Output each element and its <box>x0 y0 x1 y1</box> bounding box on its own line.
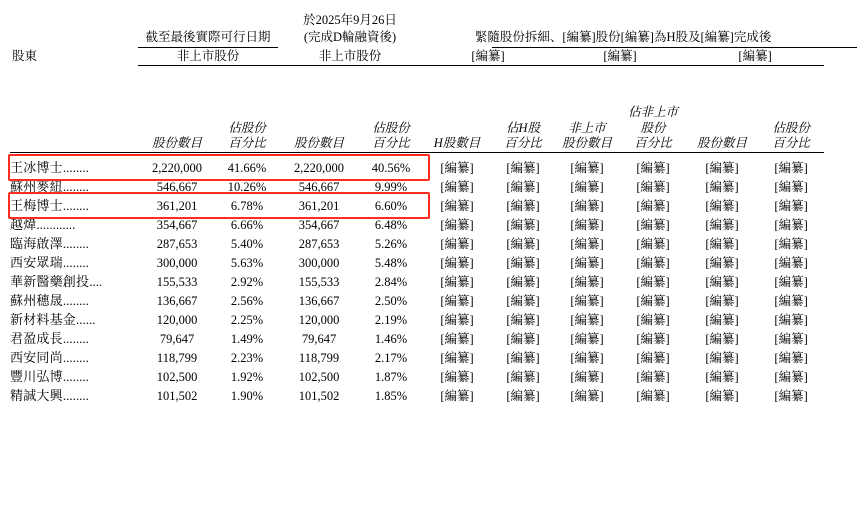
redacted-unlisted-pct: [編纂] <box>636 350 670 365</box>
value-asof-pct: 1.92% <box>230 369 264 384</box>
value-asof-shares: 79,647 <box>159 331 195 346</box>
redacted-unlisted-pct: [編纂] <box>636 255 670 270</box>
redacted-unlisted-pct: [編纂] <box>636 293 670 308</box>
shareholder-name-text: 華新醫藥創投 <box>10 273 90 289</box>
value-afterd-shares: 155,533 <box>298 274 340 289</box>
redacted-total-pct: [編纂] <box>774 388 808 403</box>
colhdr-afterd-shares: 股份數目 <box>294 136 345 151</box>
redacted-h-pct: [編纂] <box>506 255 540 270</box>
value-afterd-pct: 2.50% <box>374 293 408 308</box>
redacted-unlisted-pct: [編纂] <box>636 274 670 289</box>
colhdr-h-pct: 佔H股 百分比 <box>504 120 542 151</box>
colhdr-total-pct: 佔股份 百分比 <box>772 120 810 151</box>
value-afterd-pct: 5.48% <box>374 255 408 270</box>
redacted-unlisted-pct: [編纂] <box>636 388 670 403</box>
value-asof-shares: 354,667 <box>156 217 198 232</box>
value-asof-pct: 2.25% <box>230 312 264 327</box>
value-asof-pct: 10.26% <box>227 179 267 194</box>
value-afterd-pct: 1.87% <box>374 369 408 384</box>
value-asof-pct: 2.92% <box>230 274 264 289</box>
value-afterd-shares: 101,502 <box>298 388 340 403</box>
redacted-total-shares: [編纂] <box>705 236 739 251</box>
subtitle-asof: 非上市股份 <box>176 49 240 63</box>
group-title-afterd-line2: (完成D輪融資後) <box>303 30 397 45</box>
redacted-h-shares: [編纂] <box>440 160 474 175</box>
redacted-total-shares: [編纂] <box>705 331 739 346</box>
redacted-total-pct: [編纂] <box>774 217 808 232</box>
leader-dots: ........ <box>62 178 89 194</box>
redacted-total-shares: [編纂] <box>705 217 739 232</box>
value-asof-pct: 1.90% <box>230 388 264 403</box>
table-row <box>10 366 857 385</box>
subtitle-afterd: 非上市股份 <box>318 49 382 63</box>
shareholder-name <box>10 271 138 290</box>
shareholder-name-text: 西安眾瑞 <box>10 254 63 270</box>
value-asof-pct: 5.63% <box>230 255 264 270</box>
value-afterd-shares: 120,000 <box>298 312 340 327</box>
redacted-h-shares: [編纂] <box>440 236 474 251</box>
shareholder-name <box>10 195 138 214</box>
redacted-h-shares: [編纂] <box>440 350 474 365</box>
shareholder-name <box>10 347 138 366</box>
shareholder-name-text: 蘇州穗晟 <box>10 292 63 308</box>
value-afterd-shares: 300,000 <box>298 255 340 270</box>
value-afterd-pct: 40.56% <box>371 160 411 175</box>
shareholder-name-text: 蘇州麥紐 <box>10 178 63 194</box>
redacted-h-pct: [編纂] <box>506 160 540 175</box>
table-row <box>10 328 857 347</box>
shareholder-name-text: 臨海啟澤 <box>10 235 63 251</box>
colhdr-asof-pct: 佔股份 百分比 <box>228 120 266 151</box>
leader-dots: ........ <box>62 292 89 308</box>
leader-dots: ........ <box>62 387 89 403</box>
table-row <box>10 271 857 290</box>
value-afterd-shares: 287,653 <box>298 236 340 251</box>
redacted-unlisted-pct: [編纂] <box>636 312 670 327</box>
value-afterd-pct: 6.48% <box>374 217 408 232</box>
value-asof-shares: 2,220,000 <box>152 160 202 175</box>
redacted-h-shares: [編纂] <box>440 274 474 289</box>
table-row <box>10 195 857 214</box>
colhdr-unlisted-pct: 佔非上市 股份 百分比 <box>628 104 679 151</box>
redacted-h-pct: [編纂] <box>506 369 540 384</box>
redacted-h-pct: [編纂] <box>506 179 540 194</box>
redacted-h-pct: [編纂] <box>506 331 540 346</box>
value-asof-shares: 300,000 <box>156 255 198 270</box>
shareholder-name <box>10 252 138 271</box>
redacted-unlisted-shares: [編纂] <box>570 388 604 403</box>
redacted-total-shares: [編纂] <box>705 179 739 194</box>
redacted-h-pct: [編纂] <box>506 217 540 232</box>
table-row <box>10 214 857 233</box>
shareholder-name <box>10 328 138 347</box>
table-row <box>10 252 857 271</box>
table-row <box>10 385 857 404</box>
redacted-h-pct: [編纂] <box>506 350 540 365</box>
leader-dots: ........ <box>62 349 89 365</box>
shareholder-name-text: 新材料基金 <box>10 311 77 327</box>
shareholder-name-text: 豐川弘博 <box>10 368 63 384</box>
value-asof-shares: 118,799 <box>156 350 198 365</box>
redacted-h-shares: [編纂] <box>440 369 474 384</box>
colhdr-asof-shares: 股份數目 <box>151 136 202 151</box>
value-afterd-pct: 5.26% <box>374 236 408 251</box>
redacted-unlisted-shares: [編纂] <box>570 350 604 365</box>
shareholder-name-text: 西安同尚 <box>10 349 63 365</box>
redacted-total-shares: [編纂] <box>705 312 739 327</box>
table-row <box>10 176 857 195</box>
redacted-total-pct: [編纂] <box>774 293 808 308</box>
redacted-unlisted-shares: [編纂] <box>570 274 604 289</box>
shareholder-name <box>10 233 138 252</box>
redacted-total-pct: [編纂] <box>774 369 808 384</box>
value-asof-pct: 6.78% <box>230 198 264 213</box>
leader-dots: ...... <box>76 311 96 327</box>
value-afterd-pct: 2.19% <box>374 312 408 327</box>
leader-dots: ........ <box>62 159 89 175</box>
redacted-unlisted-shares: [編纂] <box>570 369 604 384</box>
value-afterd-pct: 1.46% <box>374 331 408 346</box>
colhdr-unlisted-shares: 非上市 股份數目 <box>562 120 613 151</box>
group-title-aftersplit: 緊隨股份拆細、[編纂]股份[編纂]為H股及[編纂]完成後 <box>474 30 772 45</box>
leader-dots: ........ <box>62 254 89 270</box>
redacted-unlisted-shares: [編纂] <box>570 179 604 194</box>
leader-dots: ........ <box>62 197 89 213</box>
shareholder-name-text: 君盈成長 <box>10 330 63 346</box>
redacted-h-shares: [編纂] <box>440 331 474 346</box>
value-afterd-pct: 2.17% <box>374 350 408 365</box>
redacted-h-pct: [編纂] <box>506 312 540 327</box>
value-afterd-shares: 102,500 <box>298 369 340 384</box>
shareholding-table <box>10 6 857 404</box>
shareholder-name <box>10 366 138 385</box>
redacted-unlisted-pct: [編纂] <box>636 217 670 232</box>
value-asof-pct: 2.56% <box>230 293 264 308</box>
leader-dots: ............ <box>36 216 76 232</box>
redacted-unlisted-pct: [編纂] <box>636 236 670 251</box>
table-row <box>10 233 857 252</box>
redacted-total-pct: [編纂] <box>774 331 808 346</box>
redacted-h-pct: [編纂] <box>506 236 540 251</box>
group-title-asof-line1: 截至最後實際可行日期 <box>145 30 271 45</box>
redacted-unlisted-pct: [編纂] <box>636 179 670 194</box>
shareholder-name-text: 精誠大興 <box>10 387 63 403</box>
leader-dots: ........ <box>62 235 89 251</box>
redacted-unlisted-shares: [編纂] <box>570 312 604 327</box>
redacted-h-shares: [編纂] <box>440 198 474 213</box>
shareholder-name <box>10 385 138 404</box>
redacted-total-shares: [編纂] <box>705 255 739 270</box>
value-asof-pct: 5.40% <box>230 236 264 251</box>
redacted-h-shares: [編纂] <box>440 179 474 194</box>
redacted-unlisted-pct: [編纂] <box>636 369 670 384</box>
header-group-title-row <box>10 6 857 46</box>
subgroup-label-unlisted: [編纂] <box>603 49 637 63</box>
shareholder-name <box>10 176 138 195</box>
value-asof-pct: 6.66% <box>230 217 264 232</box>
value-afterd-shares: 546,667 <box>298 179 340 194</box>
shareholder-name <box>10 290 138 309</box>
redacted-total-shares: [編纂] <box>705 160 739 175</box>
shareholder-name-text: 王冰博士 <box>10 159 63 175</box>
header-subtitle-row <box>10 48 857 65</box>
redacted-total-pct: [編纂] <box>774 179 808 194</box>
table-row <box>10 309 857 328</box>
redacted-h-pct: [編纂] <box>506 388 540 403</box>
redacted-unlisted-shares: [編纂] <box>570 255 604 270</box>
value-asof-shares: 101,502 <box>156 388 198 403</box>
redacted-h-shares: [編纂] <box>440 388 474 403</box>
value-asof-pct: 41.66% <box>227 160 267 175</box>
redacted-unlisted-shares: [編纂] <box>570 331 604 346</box>
redacted-total-pct: [編纂] <box>774 350 808 365</box>
value-afterd-pct: 1.85% <box>374 388 408 403</box>
value-asof-shares: 287,653 <box>156 236 198 251</box>
redacted-unlisted-shares: [編纂] <box>570 160 604 175</box>
header-columns-row <box>10 66 857 153</box>
shareholder-name-text: 王梅博士 <box>10 197 63 213</box>
redacted-total-pct: [編纂] <box>774 160 808 175</box>
value-afterd-shares: 136,667 <box>298 293 340 308</box>
redacted-h-shares: [編纂] <box>440 217 474 232</box>
value-afterd-shares: 361,201 <box>298 198 340 213</box>
redacted-unlisted-shares: [編纂] <box>570 236 604 251</box>
colhdr-total-shares: 股份數目 <box>697 136 748 151</box>
redacted-unlisted-pct: [編纂] <box>636 160 670 175</box>
group-title-afterd-line1: 於2025年9月26日 <box>303 13 397 28</box>
redacted-total-pct: [編纂] <box>774 198 808 213</box>
redacted-h-pct: [編纂] <box>506 274 540 289</box>
redacted-h-pct: [編纂] <box>506 198 540 213</box>
subgroup-label-total: [編纂] <box>738 49 772 63</box>
redacted-h-pct: [編纂] <box>506 293 540 308</box>
table-row <box>10 157 857 176</box>
value-afterd-shares: 2,220,000 <box>294 160 345 175</box>
leader-dots: ........ <box>62 368 89 384</box>
leader-dots: .... <box>89 273 103 289</box>
redacted-total-shares: [編纂] <box>705 198 739 213</box>
subgroup-label-h: [編纂] <box>471 49 505 63</box>
redacted-total-pct: [編纂] <box>774 312 808 327</box>
redacted-h-shares: [編纂] <box>440 312 474 327</box>
redacted-unlisted-pct: [編纂] <box>636 331 670 346</box>
value-afterd-pct: 2.84% <box>374 274 408 289</box>
redacted-h-shares: [編纂] <box>440 293 474 308</box>
table-row <box>10 347 857 366</box>
redacted-unlisted-pct: [編纂] <box>636 198 670 213</box>
shareholder-name <box>10 309 138 328</box>
redacted-total-shares: [編纂] <box>705 293 739 308</box>
colhdr-h-shares: H股數目 <box>433 136 481 151</box>
value-asof-shares: 546,667 <box>156 179 198 194</box>
shareholder-name <box>10 214 138 233</box>
table-body <box>10 157 857 404</box>
value-afterd-shares: 354,667 <box>298 217 340 232</box>
redacted-total-pct: [編纂] <box>774 255 808 270</box>
value-afterd-shares: 79,647 <box>301 331 337 346</box>
table-row <box>10 290 857 309</box>
value-asof-shares: 361,201 <box>156 198 198 213</box>
value-asof-pct: 2.23% <box>230 350 264 365</box>
shareholder-name-text: 越煒 <box>10 216 37 232</box>
row-label-header: 股東 <box>12 49 38 63</box>
value-asof-shares: 136,667 <box>156 293 198 308</box>
redacted-total-shares: [編纂] <box>705 350 739 365</box>
leader-dots: ........ <box>62 330 89 346</box>
redacted-total-pct: [編纂] <box>774 274 808 289</box>
value-afterd-pct: 6.60% <box>374 198 408 213</box>
redacted-unlisted-shares: [編纂] <box>570 198 604 213</box>
value-asof-shares: 120,000 <box>156 312 198 327</box>
redacted-total-shares: [編纂] <box>705 388 739 403</box>
redacted-h-shares: [編纂] <box>440 255 474 270</box>
value-asof-pct: 1.49% <box>230 331 264 346</box>
redacted-total-shares: [編纂] <box>705 369 739 384</box>
value-asof-shares: 102,500 <box>156 369 198 384</box>
redacted-total-shares: [編纂] <box>705 274 739 289</box>
shareholder-name <box>10 157 138 176</box>
value-afterd-shares: 118,799 <box>298 350 340 365</box>
redacted-unlisted-shares: [編纂] <box>570 217 604 232</box>
colhdr-afterd-pct: 佔股份 百分比 <box>372 120 410 151</box>
value-afterd-pct: 9.99% <box>374 179 408 194</box>
value-asof-shares: 155,533 <box>156 274 198 289</box>
redacted-unlisted-shares: [編纂] <box>570 293 604 308</box>
redacted-total-pct: [編纂] <box>774 236 808 251</box>
